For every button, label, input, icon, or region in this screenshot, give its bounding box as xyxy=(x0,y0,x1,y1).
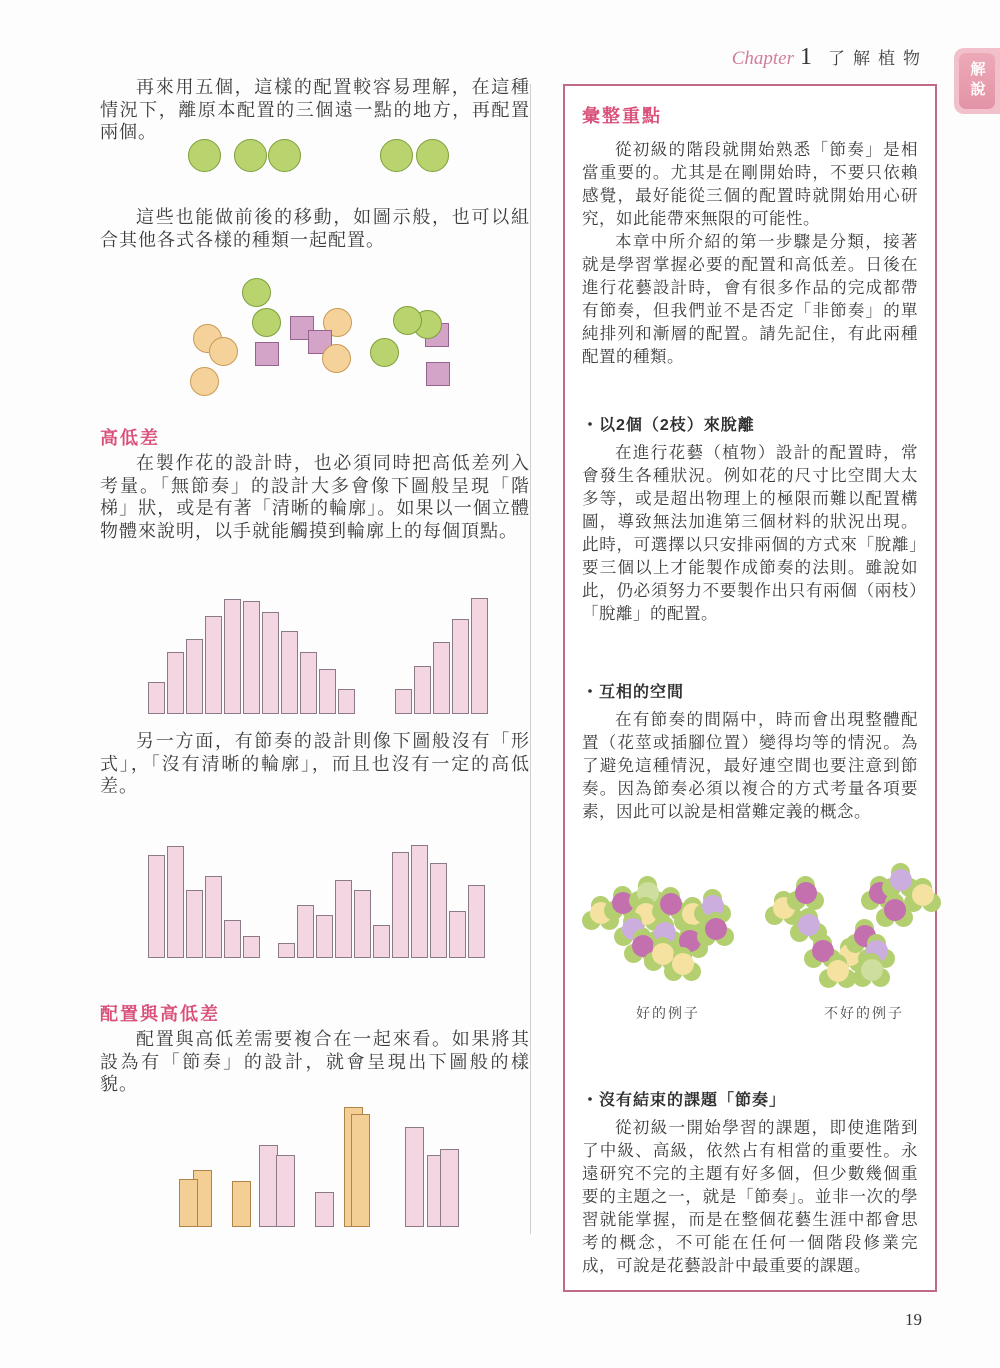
bar-chart-placement-height xyxy=(179,1107,459,1227)
flower-cluster-bad xyxy=(768,865,940,1007)
bar-chart-rhythm xyxy=(148,845,485,958)
bar xyxy=(300,652,317,714)
green-circle xyxy=(242,278,271,307)
summary-box xyxy=(563,84,937,1292)
summary-intro-paragraph-1: 從初級的階段就開始熟悉「節奏」是相當重要的。尤其是在剛開始時，不要只依賴感覺，最好能從三個的配置時就開始用心研究，如此能帶來無限的可能性。 xyxy=(582,140,918,228)
flower-center xyxy=(827,960,849,982)
bar xyxy=(405,1127,424,1227)
orange-circle xyxy=(209,337,238,366)
green-circle xyxy=(393,306,422,335)
subsection-heading-mutual-space: ・互相的空間 xyxy=(582,684,685,701)
bar-group xyxy=(148,846,260,958)
green-circle xyxy=(234,139,267,172)
subsection-heading-endless-topic: ・沒有結束的課題「節奏」 xyxy=(582,1092,787,1109)
paragraph-movement: 這些也能做前後的移動，如圖示般，也可以組合其他各式各樣的種類一起配置。 xyxy=(100,207,530,250)
bar xyxy=(297,905,314,958)
purple-square xyxy=(426,362,450,386)
summary-heading: 彙整重點 xyxy=(582,106,662,126)
bar xyxy=(449,911,466,958)
summary-intro-paragraph-2: 本章中所介紹的第一步驟是分類，接著就是學習掌握必要的配置和高低差。日後在進行花藝設計時，會有很多作品的完成都帶有節奏，但我們並不是否定「非節奏」的單純排列和漸層的配置。請先記住，有此兩種配置的種類。 xyxy=(582,232,918,366)
paragraph-placement-height: 配置與高低差需要複合在一起來看。如果將其設為有「節奏」的設計，就會呈現出下圖般的樣貌。 xyxy=(100,1029,530,1094)
section-heading-height-difference: 高低差 xyxy=(100,428,160,448)
green-circle xyxy=(416,139,449,172)
bar xyxy=(243,936,260,958)
bar-group xyxy=(395,598,488,714)
bar xyxy=(167,846,184,958)
bar xyxy=(373,925,390,958)
bar xyxy=(452,619,469,714)
bar xyxy=(179,1179,198,1227)
bar-chart-staircase xyxy=(148,596,488,714)
bar xyxy=(471,598,488,714)
bar xyxy=(315,1192,334,1227)
flower-cluster-good xyxy=(588,871,748,991)
bar xyxy=(392,852,409,958)
chapter-number: 1 xyxy=(800,44,812,70)
side-tab-label: 解說 xyxy=(968,61,986,101)
bar xyxy=(186,890,203,958)
flower-center xyxy=(672,953,694,975)
flower-center xyxy=(861,959,883,981)
bar xyxy=(167,652,184,714)
paragraph-rhythm-design: 另一方面，有節奏的設計則像下圖般沒有「形式」，「沒有清晰的輪廓」，而且也沒有一定的高低差。 xyxy=(100,731,530,796)
bar xyxy=(414,666,431,714)
bar xyxy=(205,616,222,714)
bar-group xyxy=(179,1170,212,1227)
flower xyxy=(697,912,735,950)
green-circle xyxy=(370,338,399,367)
bar xyxy=(411,845,428,958)
column-divider xyxy=(530,84,531,1234)
flower xyxy=(853,953,891,991)
green-circle xyxy=(380,139,413,172)
flower xyxy=(819,954,857,992)
flower-center xyxy=(912,884,934,906)
page-number: 19 xyxy=(905,1310,922,1329)
bar xyxy=(430,863,447,958)
chapter-label: Chapter xyxy=(731,48,794,69)
bar xyxy=(148,682,165,714)
paragraph-five-placement: 再來用五個，這樣的配置較容易理解，在這種情況下，離原本配置的三個遠一點的地方，再配置兩個。 xyxy=(100,77,530,142)
side-tab xyxy=(954,48,1000,114)
bar xyxy=(205,876,222,958)
bar-group xyxy=(148,599,355,714)
bar xyxy=(351,1114,370,1227)
paragraph-height-difference: 在製作花的設計時，也必須同時把高低差列入考量。「無節奏」的設計大多會像下圖般呈現「階梯」狀，或是有著「清晰的輪廓」。如果以一個立體物體來說明，以手就能觸摸到輪廓上的每個頂點。 xyxy=(100,453,530,541)
chapter-header xyxy=(732,44,928,71)
bar-group xyxy=(232,1145,295,1227)
bar-group xyxy=(405,1127,459,1227)
flower-examples-figure xyxy=(582,869,918,1037)
subsection-paragraph-mutual-space: 在有節奏的間隔中，時而會出現整體配置（花莖或插腳位置）變得均等的情況。為了避免這種情況，最好連空間也要注意到節奏。因為節奏必須以複合的方式考量各項要素，因此可以說是相當難定義的概念。 xyxy=(582,710,918,821)
green-circle xyxy=(188,139,221,172)
subsection-paragraph-two-detach: 在進行花藝（植物）設計的配置時，常會發生各種狀況。例如花的尺寸比空間大太多等，或是超出物理上的極限而難以配置構圖，導致無法加進第三個材料的狀況出現。此時，可選擇以只安排兩個的方式來「脫離」要三個以上才能製作成節奏的法則。雖說如此，仍必須努力不要製作出只有兩個（兩枝）「脫離」的配置。 xyxy=(582,443,918,623)
bar xyxy=(262,612,279,714)
bar xyxy=(316,915,333,958)
orange-circle xyxy=(190,367,219,396)
diagram-mixed-shapes xyxy=(150,276,495,408)
green-circle xyxy=(268,139,301,172)
bar xyxy=(232,1181,251,1227)
bar xyxy=(278,943,295,958)
flower-center xyxy=(795,882,817,904)
bar xyxy=(281,631,298,714)
subsection-paragraph-endless-topic: 從初級一開始學習的課題，即使進階到了中級、高級，依然占有相當的重要性。永遠研究不完的主題有好多個，但少數幾個重要的主題之一，就是「節奏」。並非一次的學習就能掌握，而是在整個花藝生涯中都會思考的概念，不可能在任何一個階段修業完成，可說是花藝設計中最重要的課題。 xyxy=(582,1118,918,1275)
bar xyxy=(224,599,241,714)
caption-good-example: 好的例子 xyxy=(636,1005,700,1021)
bar xyxy=(224,920,241,958)
bar xyxy=(148,855,165,958)
side-tab-panel xyxy=(959,53,995,109)
bar xyxy=(433,642,450,714)
bar-group xyxy=(278,845,485,958)
bar xyxy=(335,880,352,958)
orange-circle xyxy=(322,344,351,373)
caption-bad-example: 不好的例子 xyxy=(824,1005,904,1021)
purple-square xyxy=(255,342,279,366)
subsection-heading-two-detach: ・以2個（2枝）來脫離 xyxy=(582,417,755,434)
diagram-five-circles xyxy=(150,139,490,175)
green-circle xyxy=(252,308,281,337)
bar xyxy=(395,689,412,714)
chapter-title: 了解植物 xyxy=(828,49,928,68)
bar xyxy=(243,601,260,714)
flower-center xyxy=(705,918,727,940)
section-heading-placement-height: 配置與高低差 xyxy=(100,1004,220,1024)
bar xyxy=(468,885,485,958)
flower xyxy=(664,947,702,985)
bar xyxy=(354,890,371,958)
flower-center xyxy=(884,899,906,921)
bar xyxy=(338,689,355,714)
bar-group xyxy=(315,1107,370,1227)
bar xyxy=(186,639,203,714)
bar xyxy=(440,1149,459,1227)
flower-center xyxy=(798,914,820,936)
bar xyxy=(319,669,336,714)
bar xyxy=(276,1155,295,1227)
